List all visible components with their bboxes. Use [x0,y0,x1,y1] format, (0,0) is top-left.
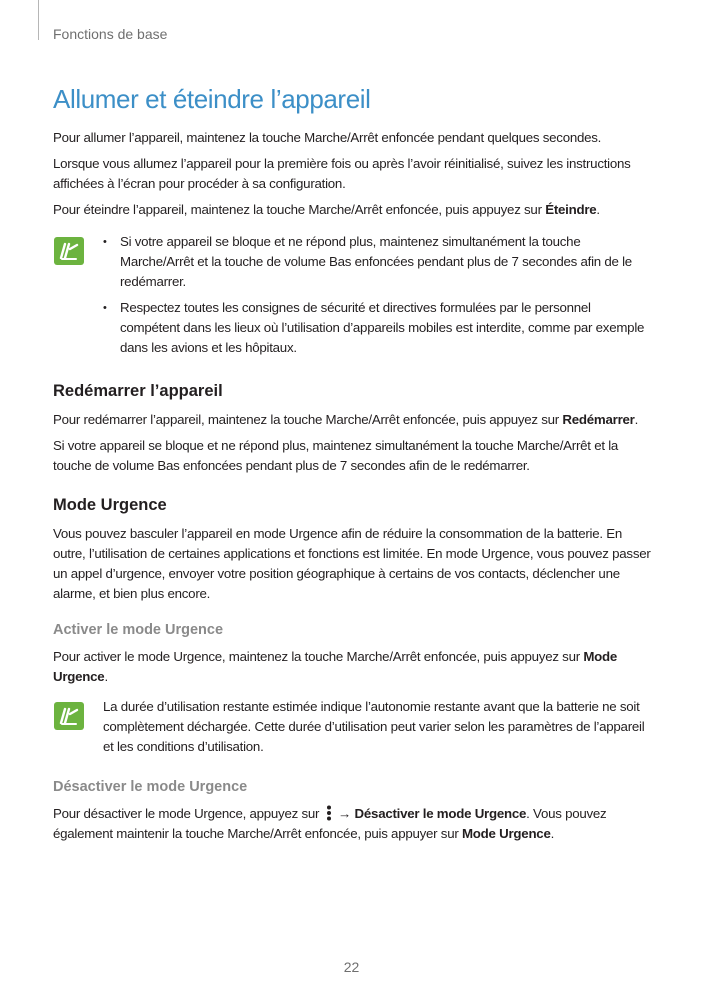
note-icon [53,236,85,266]
emergency-mode-option: Mode Urgence [53,649,618,684]
deactivate-option: Désactiver le mode Urgence [354,806,527,821]
power-off-option: Éteindre [545,202,597,217]
section-title: Fonctions de base [53,26,168,42]
emergency-paragraph: Vous pouvez basculer l’appareil en mode Urgence afin de réduire la consommation de la batterie. En outre, l’utilisation de certaines applications et fonctions est limitée. En mode Urgence, vous pouvez passer un appel d’urgence, envoyer votre position géographique à certains de vos contacts, déclencher une alarme, et bien plus encore. [53,526,651,601]
restart-option: Redémarrer [562,412,635,427]
intro-paragraph-3: Pour éteindre l’appareil, maintenez la touche Marche/Arrêt enfoncée, puis appuyez sur Éteindre. [53,202,600,217]
emergency-mode-option: Mode Urgence [461,826,551,841]
restart-heading: Redémarrer l’appareil [53,382,223,400]
deactivate-heading: Désactiver le mode Urgence [53,779,248,795]
restart-paragraph-2: Si votre appareil se bloque et ne répond plus, maintenez simultanément la touche Marche/Arrêt et la touche de volume Bas enfoncées pendant plus de 7 secondes afin de le redémarrer. [53,438,619,473]
list-item: • Si votre appareil se bloque et ne répond plus, maintenez simultanément la touche Marche/Arrêt et la touche de volume Bas enfoncées pendant plus de 7 secondes afin de le redémarrer. [103,232,653,292]
note-icon [53,701,85,731]
deactivate-paragraph: Pour désactiver le mode Urgence, appuyez sur → Désactiver le mode Urgence. Vous pouvez également maintenir la touche Marche/Arrêt enfoncée, puis appuyer sur Mode Urgence. [53,806,607,841]
header-rule [38,0,39,40]
emergency-heading: Mode Urgence [53,496,167,514]
note-block [53,697,653,757]
intro-paragraph-1: Pour allumer l’appareil, maintenez la touche Marche/Arrêt enfoncée pendant quelques secondes. [53,130,602,145]
restart-paragraph-1: Pour redémarrer l’appareil, maintenez la touche Marche/Arrêt enfoncée, puis appuyez sur Redémarrer. [53,412,639,427]
activate-heading: Activer le mode Urgence [53,622,224,638]
page-number: 22 [343,959,360,975]
page-content [53,84,653,850]
intro-paragraph-2: Lorsque vous allumez l’appareil pour la première fois ou après l’avoir réinitialisé, suivez les instructions affichées à l’écran pour procéder à sa configuration. [53,156,631,191]
note-block [53,232,653,358]
page-title: Allumer et éteindre l’appareil [53,84,371,114]
battery-note: La durée d’utilisation restante estimée indique l’autonomie restante avant que la batterie ne soit complètement déchargée. Cette durée d’utilisation peut varier selon les paramètres de l’appareil et les conditions d’utilisation. [103,699,645,754]
activate-paragraph: Pour activer le mode Urgence, maintenez la touche Marche/Arrêt enfoncée, puis appuyez sur Mode Urgence. [53,649,618,684]
note-list [103,232,653,358]
more-options-icon [325,805,333,821]
list-item: • Respectez toutes les consignes de sécurité et directives formulées par le personnel compétent dans les lieux où l’utilisation d’appareils mobiles est interdite, comme par exemple dans les avions et les hôpitaux. [103,298,653,358]
